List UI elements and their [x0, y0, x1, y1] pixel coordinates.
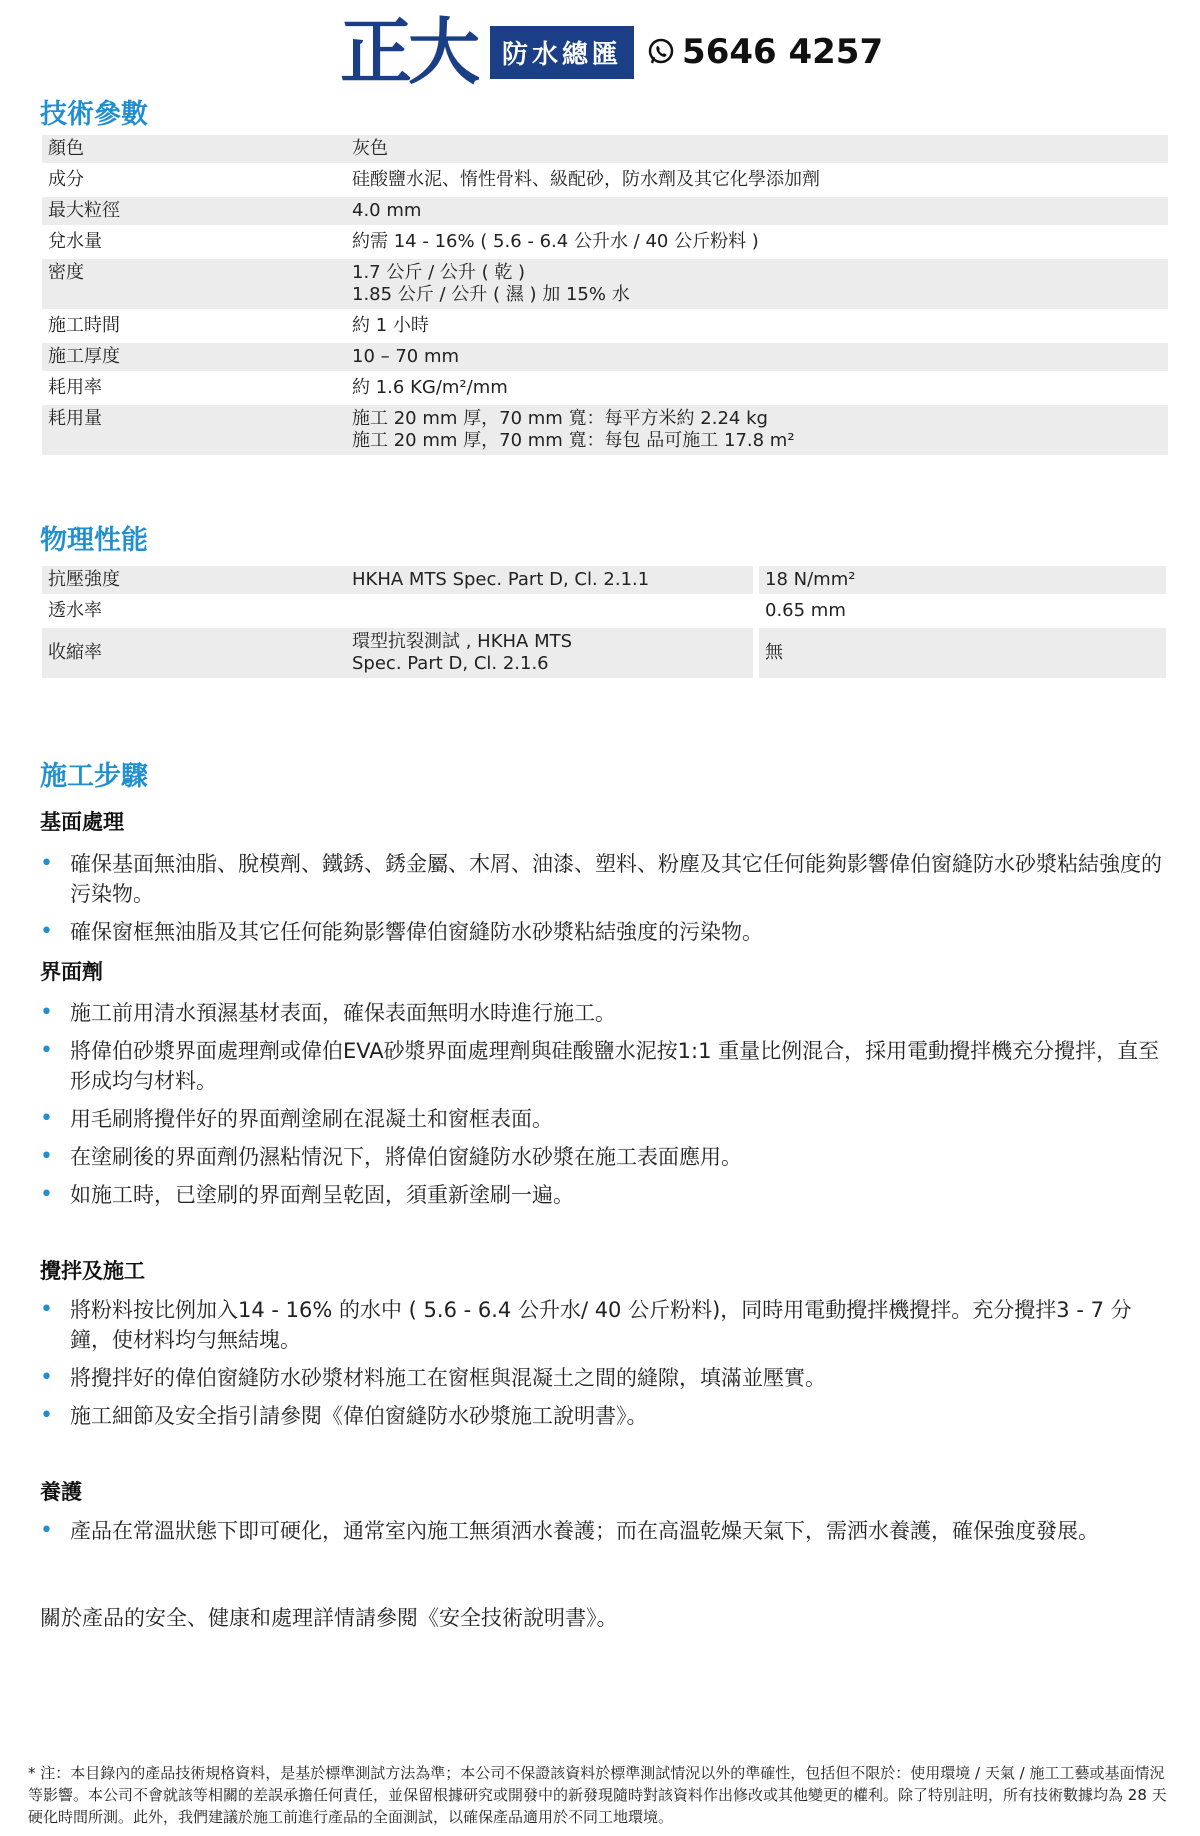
phys-result: 0.65 mm: [765, 600, 846, 621]
table-row: [42, 166, 1168, 194]
table-row: [42, 228, 1168, 256]
tech-section-title: 技術參數: [40, 99, 148, 130]
safety-note: 關於產品的安全、健康和處理詳情請參閱《安全技術說明書》。: [40, 1606, 618, 1630]
spec-value: 約 1 小時: [352, 315, 429, 336]
spec-value-line: 1.7 公斤 / 公升 ( 乾 ): [352, 262, 526, 283]
phys-method: [346, 597, 759, 625]
surface-subtitle: 基面處理: [40, 810, 124, 834]
spec-value: 10 – 70 mm: [346, 343, 1168, 371]
table-row: [42, 405, 1168, 455]
tech-spec-table: [42, 132, 1168, 458]
table-row: [42, 566, 1166, 594]
phys-method-line: 環型抗裂測試 , HKHA MTS: [352, 631, 573, 652]
phys-method-line: Spec. Part D, Cl. 2.1.6: [352, 653, 549, 674]
phone-contact[interactable]: [646, 32, 883, 72]
bullet-icon: •: [40, 919, 53, 944]
header: [340, 9, 884, 94]
spec-label: 施工時間: [48, 315, 120, 336]
brand-tagline: 防水總匯: [490, 26, 634, 79]
disclaimer-footnote: * 注：本目錄內的產品技術規格資料，是基於標準測試方法為準；本公司不保證該資料於標準測試情況以外的準確性，包括但不限於：使用環境 / 天氣 / 施工工藝或基面情況等影響。本公司不會就該等相關的差誤承擔任何責任，並保留根據研究或開發中的新發現隨時對該資料作出修改或其他變更的權利。除了特別註明，所有技術數據均為 28 天硬化時間所測。此外，我們建議於施工前進行產品的全面測試，以確保產品適用於不同工地環境。: [28, 1764, 1167, 1826]
list-item: • 確保基面無油脂、脫模劑、鐵銹、銹金屬、木屑、油漆、塑料、粉塵及其它任何能夠影響偉伯窗縫防水砂漿粘結強度的污染物。: [40, 851, 1162, 906]
list-item: • 產品在常溫狀態下即可硬化，通常室內施工無須洒水養護；而在高溫乾燥天氣下，需洒水養護，確保強度發展。: [40, 1516, 1170, 1546]
list-item: • 將偉伯砂漿界面處理劑或偉伯EVA砂漿界面處理劑與硅酸鹽水泥按1:1 重量比例混合，採用電動攪拌機充分攪拌，直至形成均勻材料。: [40, 1038, 1160, 1093]
bullet-icon: •: [40, 1297, 53, 1322]
bullet-icon: •: [40, 1106, 53, 1131]
whatsapp-icon: [646, 37, 676, 67]
spec-value: 4.0 mm: [346, 197, 1168, 225]
surface-list: [40, 849, 1170, 955]
spec-value: [346, 259, 1168, 309]
spec-label: 施工厚度: [42, 343, 346, 371]
phone-number[interactable]: 5646 4257: [682, 32, 884, 72]
spec-label: 耗用率: [48, 377, 102, 398]
curing-subtitle: 養護: [40, 1480, 82, 1504]
mixing-list: [40, 1295, 1170, 1439]
table-row: [42, 135, 1168, 163]
bullet-icon: •: [40, 1403, 53, 1428]
spec-label: 成分: [48, 169, 84, 190]
bullet-icon: •: [40, 1365, 53, 1390]
spec-value: 約 1.6 KG/m²/mm: [352, 377, 508, 398]
bullet-icon: •: [40, 1038, 53, 1063]
spec-value: 約需 14 - 16% ( 5.6 - 6.4 公升水 / 40 公斤粉料 ): [352, 231, 759, 252]
phys-spec-table: [42, 563, 1166, 681]
list-item: • 施工前用清水預濕基材表面，確保表面無明水時進行施工。: [40, 998, 1170, 1028]
spec-label: 最大粒徑: [42, 197, 346, 225]
bullet-icon: •: [40, 1182, 53, 1207]
table-row: [42, 259, 1168, 309]
spec-value: 灰色: [346, 135, 1168, 163]
brand-logo: 正大: [340, 9, 477, 94]
spec-label: 顏色: [42, 135, 346, 163]
spec-label: 密度: [42, 259, 346, 309]
list-item: • 確保窗框無油脂及其它任何能夠影響偉伯窗縫防水砂漿粘結強度的污染物。: [40, 917, 1170, 947]
list-item: • 如施工時，已塗刷的界面劑呈乾固，須重新塗刷一遍。: [40, 1180, 1170, 1210]
phys-result: 無: [759, 628, 1166, 678]
spec-value-line: 施工 20 mm 厚，70 mm 寬：每包 品可施工 17.8 m²: [352, 430, 795, 451]
phys-method: [346, 628, 759, 678]
steps-section-title: 施工步驟: [40, 761, 148, 792]
list-item: • 將攪拌好的偉伯窗縫防水砂漿材料施工在窗框與混凝土之間的縫隙，填滿並壓實。: [40, 1363, 1170, 1393]
list-item: • 在塗刷後的界面劑仍濕粘情況下，將偉伯窗縫防水砂漿在施工表面應用。: [40, 1142, 1170, 1172]
table-row: [42, 343, 1168, 371]
spec-value-line: 施工 20 mm 厚，70 mm 寬：每平方米約 2.24 kg: [352, 408, 768, 429]
list-item: • 將粉料按比例加入14 - 16% 的水中 ( 5.6 - 6.4 公升水/ 40 公斤粉料)，同時用電動攪拌機攪拌。充分攪拌3 - 7 分鐘，使材料均勻無結塊。: [40, 1297, 1132, 1352]
spec-value: [346, 405, 1168, 455]
bullet-icon: •: [40, 1518, 53, 1543]
table-row: [42, 197, 1168, 225]
phys-label: 收縮率: [42, 628, 346, 678]
bullet-icon: •: [40, 1144, 53, 1169]
phys-label: 抗壓強度: [42, 566, 346, 594]
list-item: • 施工細節及安全指引請參閱《偉伯窗縫防水砂漿施工說明書》。: [40, 1401, 1170, 1431]
phys-label: 透水率: [48, 600, 102, 621]
spec-value-line: 1.85 公斤 / 公升 ( 濕 ) 加 15% 水: [352, 284, 630, 305]
spec-label: 耗用量: [42, 405, 346, 455]
spec-label: 兌水量: [48, 231, 102, 252]
mixing-subtitle: 攪拌及施工: [40, 1259, 145, 1283]
curing-list: [40, 1516, 1170, 1554]
primer-subtitle: 界面劑: [40, 960, 103, 984]
table-row: [42, 628, 1166, 678]
phys-method: HKHA MTS Spec. Part D, Cl. 2.1.1: [346, 566, 759, 594]
list-item: • 用毛刷將攪伴好的界面劑塗刷在混凝土和窗框表面。: [40, 1104, 1170, 1134]
phys-section-title: 物理性能: [40, 525, 148, 556]
spec-value: 硅酸鹽水泥、惰性骨料、級配砂，防水劑及其它化學添加劑: [352, 169, 820, 190]
table-row: [42, 374, 1168, 402]
primer-list: [40, 998, 1170, 1218]
phys-result: 18 N/mm²: [759, 566, 1166, 594]
bullet-icon: •: [40, 851, 53, 876]
table-row: [42, 597, 1166, 625]
bullet-icon: •: [40, 1000, 53, 1025]
table-row: [42, 312, 1168, 340]
